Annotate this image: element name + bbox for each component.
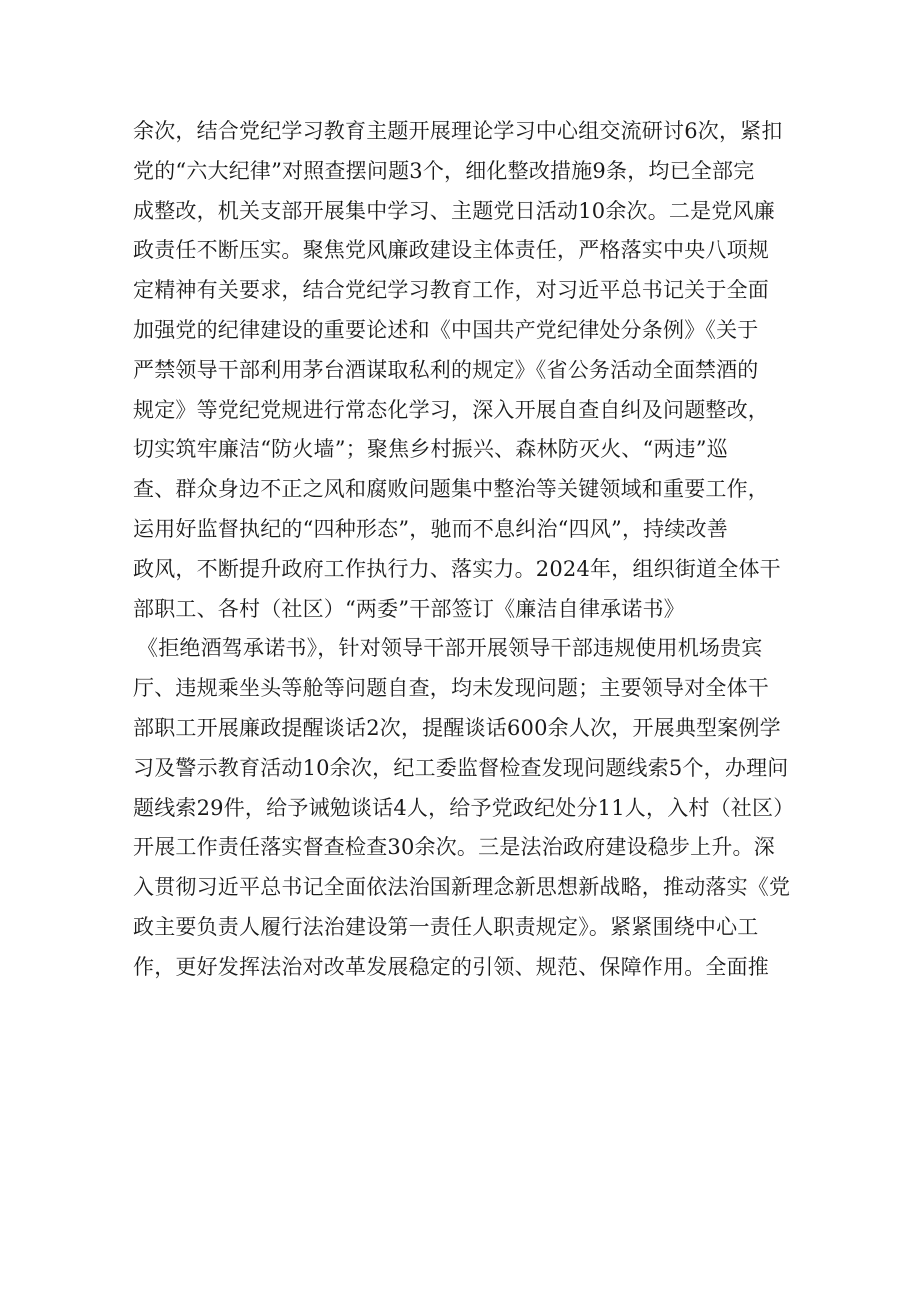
text-line-10: 查、群众身边不正之风和腐败问题集中整治等关键领域和重要工作， [133, 477, 769, 502]
body-text [133, 112, 823, 988]
text-line-2: 党的“六大纪律”对照查摆问题3个，细化整改措施9条，均已全部完 [133, 158, 755, 183]
text-line-4: 政责任不断压实。聚焦党风廉政建设主体责任，严格落实中央八项规 [133, 238, 769, 263]
text-line-20: 入贯彻习近平总书记全面依法治国新理念新思想新战略，推动落实《党 [133, 875, 791, 900]
text-line-13: 部职工、各村（社区）“两委”干部签订《廉洁自律承诺书》 [133, 596, 685, 621]
text-line-6: 加强党的纪律建设的重要论述和《中国共产党纪律处分条例》《关于 [133, 317, 759, 342]
text-line-17: 习及警示教育活动10余次，纪工委监督检查发现问题线索5个，办理问 [133, 755, 789, 780]
text-line-7: 严禁领导干部利用茅台酒谋取私利的规定》《省公务活动全面禁酒的 [133, 357, 759, 382]
text-line-11: 运用好监督执纪的“四种形态”，驰而不息纠治“四风”，持续改善 [133, 516, 728, 541]
text-line-14: 《拒绝酒驾承诺书》，针对领导干部开展领导干部违规使用机场贵宾 [137, 636, 763, 661]
text-line-5: 定精神有关要求，结合党纪学习教育工作，对习近平总书记关于全面 [133, 278, 769, 303]
text-line-12: 政风，不断提升政府工作执行力、落实力。2024年，组织街道全体干 [133, 556, 781, 581]
text-line-15: 厅、违规乘坐头等舱等问题自查，均未发现问题；主要领导对全体干 [133, 676, 769, 701]
text-line-3: 成整改，机关支部开展集中学习、主题党日活动10余次。二是党风廉 [133, 198, 775, 223]
text-line-8: 规定》等党纪党规进行常态化学习，深入开展自查自纠及问题整改， [133, 397, 769, 422]
text-line-18: 题线索29件，给予诫勉谈话4人，给予党政纪处分11人，入村（社区） [133, 795, 795, 820]
text-line-1: 余次，结合党纪学习教育主题开展理论学习中心组交流研讨6次，紧扣 [133, 119, 783, 143]
text-line-19: 开展工作责任落实督查检查30余次。三是法治政府建设稳步上升。深 [133, 835, 775, 860]
text-line-9: 切实筑牢廉洁“防火墙”；聚焦乡村振兴、森林防灭火、“两违”巡 [133, 437, 728, 462]
text-line-22: 作，更好发挥法治对改革发展稳定的引领、规范、保障作用。全面推 [133, 954, 769, 979]
text-line-16: 部职工开展廉政提醒谈话2次，提醒谈话600余人次，开展典型案例学 [133, 715, 781, 740]
text-line-21: 政主要负责人履行法治建设第一责任人职责规定》。紧紧围绕中心工 [133, 914, 759, 939]
